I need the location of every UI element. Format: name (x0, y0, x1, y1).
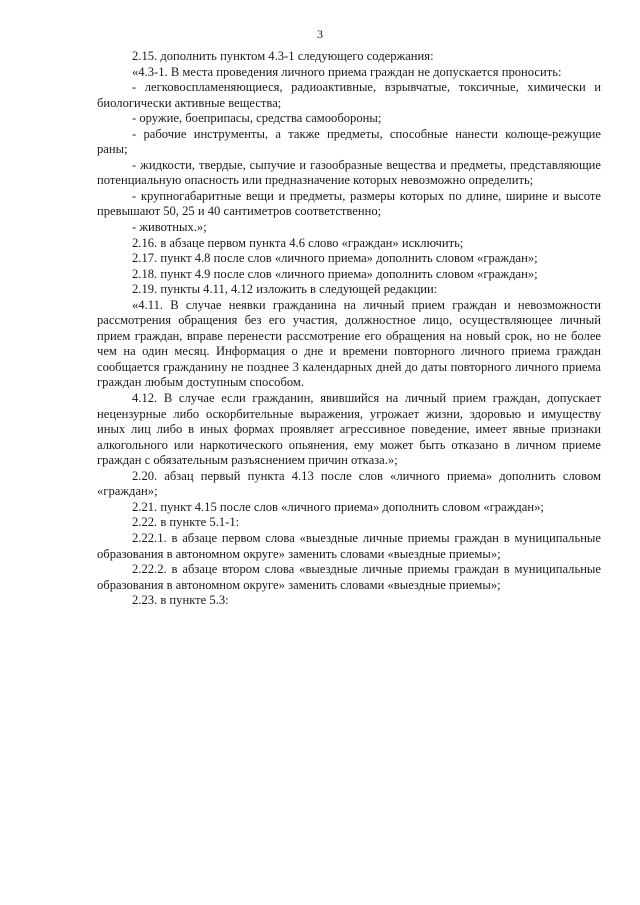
paragraph-4-11: «4.11. В случае неявки гражданина на личный прием граждан и невозможности рассмотрения обращения без его участия, должностное лицо, осуществляющее личный прием граждан, вправе перенести рассмотрение его обращения на новый срок, но не более чем на один месяц. Информация о дне и времени повторного личного приема граждан сообщается гражданину не позднее 3 календарных дней до даты повторного личного приема граждан любым доступным способом. (97, 297, 601, 390)
page-number: 3 (317, 27, 323, 41)
paragraph-2-23: 2.23. в пункте 5.3: (132, 593, 229, 608)
list-item-large-items: - крупногабаритные вещи и предметы, размеры которых по длине, ширине и высоте превышают 50, 25 и 40 сантиметров соответственно; (97, 188, 601, 219)
paragraph-2-20: 2.20. абзац первый пункта 4.13 после слов «личного приема» дополнить словом «граждан»; (97, 468, 601, 499)
paragraph-2-18: 2.18. пункт 4.9 после слов «личного приема» дополнить словом «граждан»; (132, 266, 538, 281)
list-item-weapons: - оружие, боеприпасы, средства самообороны; (132, 111, 382, 126)
paragraph-2-15: 2.15. дополнить пунктом 4.3-1 следующего содержания: (132, 49, 434, 63)
paragraph-2-16: 2.16. в абзаце первом пункта 4.6 слово «граждан» исключить; (132, 235, 464, 250)
list-item-hazardous-substances: - легковоспламеняющиеся, радиоактивные, взрывчатые, токсичные, химически и биологически активные вещества; (97, 80, 601, 110)
paragraph-2-17: 2.17. пункт 4.8 после слов «личного приема» дополнить словом «граждан»; (132, 251, 538, 266)
paragraph-2-22: 2.22. в пункте 5.1-1: (132, 515, 240, 530)
document-body (97, 49, 601, 609)
paragraph-2-21: 2.21. пункт 4.15 после слов «личного приема» дополнить словом «граждан»; (132, 499, 544, 514)
paragraph-4-3-1-intro: «4.3-1. В места проведения личного приема граждан не допускается проносить: (132, 64, 562, 79)
paragraph-2-22-1: 2.22.1. в абзаце первом слова «выездные личные приемы граждан в муниципальные образования в автономном округе» заменить словами «выездные приемы»; (97, 530, 601, 561)
paragraph-4-12: 4.12. В случае если гражданин, явившийся на личный прием граждан, допускает нецензурные либо оскорбительные выражения, угрожает жизни, здоровью и имуществу иных лиц либо в иных формах проявляет агрессивное поведение, имеет явные признаки алкогольного или наркотического опьянения, ему может быть отказано в личном приеме граждан с обязательным разъяснением причин отказа.»; (97, 391, 601, 468)
paragraph-2-19: 2.19. пункты 4.11, 4.12 изложить в следующей редакции: (132, 282, 438, 297)
list-item-tools: - рабочие инструменты, а также предметы, способные нанести колюще-режущие раны; (97, 126, 601, 157)
list-item-liquids: - жидкости, твердые, сыпучие и газообразные вещества и предметы, представляющие потенциальную опасность или предназначение которых невозможно определить; (97, 157, 601, 188)
list-item-animals: - животных.»; (132, 220, 207, 235)
paragraph-2-22-2: 2.22.2. в абзаце втором слова «выездные личные приемы граждан в муниципальные образования в автономном округе» заменить словами «выездные приемы»; (97, 562, 601, 592)
